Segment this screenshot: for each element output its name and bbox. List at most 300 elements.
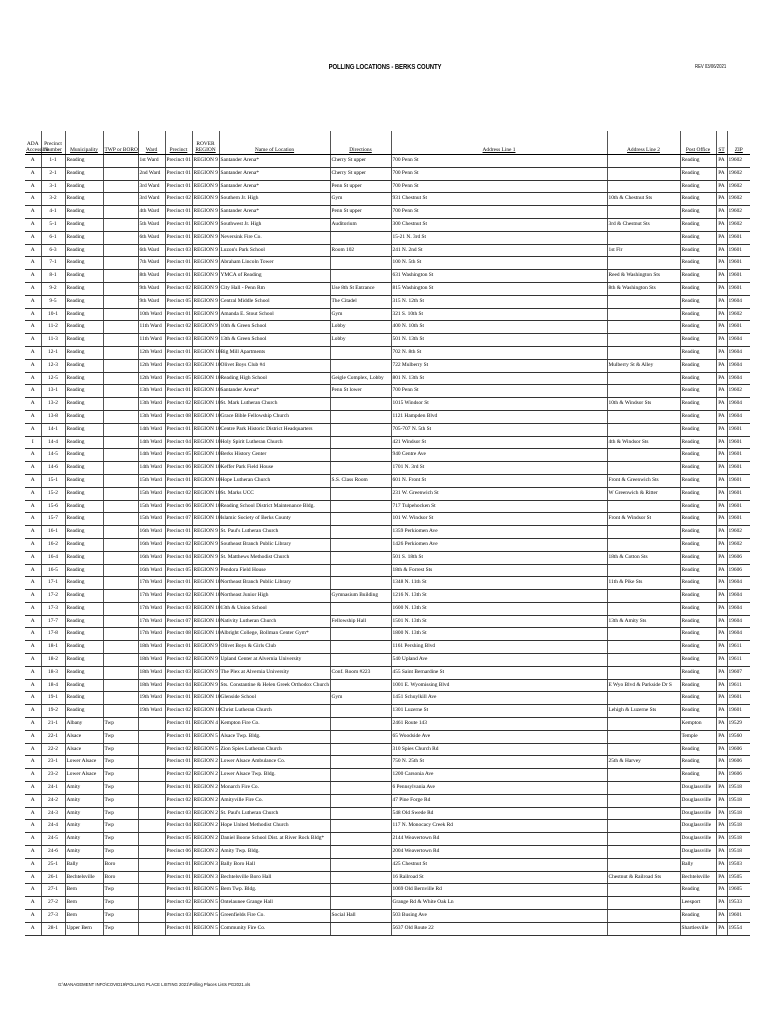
cell-rover-region: REGION 9 [192,167,219,180]
cell-rover-region: REGION 2 [192,846,219,859]
table-row [25,538,750,551]
cell-municipality: Reading [65,218,103,231]
cell-ada: A [25,385,41,398]
cell-post-office: Reading [680,180,716,193]
cell-ada: A [25,474,41,487]
cell-address2 [607,321,680,334]
cell-directions [330,654,391,667]
cell-precinct: Precinct 02 [165,538,192,551]
cell-post-office: Reading [680,410,716,423]
cell-rover-region: REGION 2 [192,756,219,769]
cell-precinct: Precinct 03 [165,666,192,679]
cell-precinct-number: 12-3 [41,359,65,372]
cell-precinct-number: 5-1 [41,218,65,231]
cell-ward: 13th Ward [138,410,165,423]
cell-precinct: Precinct 01 [165,730,192,743]
cell-st: PA [716,679,727,692]
cell-address2: E Wyo Blvd & Parkside Dr S [607,679,680,692]
polling-locations-table [25,131,750,936]
cell-precinct: Precinct 01 [165,641,192,654]
cell-municipality: Reading [65,334,103,347]
cell-ada: A [25,564,41,577]
cell-zip: 19601 [727,244,750,257]
cell-location: Lower Alsace Twp. Bldg. [219,769,330,782]
cell-precinct: Precinct 01 [165,346,192,359]
cell-ada: A [25,193,41,206]
cell-address2: 8th & Washington Sts [607,282,680,295]
cell-municipality: Reading [65,615,103,628]
cell-address2 [607,820,680,833]
cell-ward: 16th Ward [138,538,165,551]
cell-directions [330,410,391,423]
cell-address2 [607,897,680,910]
table-row [25,922,750,935]
cell-address1: 16 Railroad St [391,871,607,884]
cell-post-office: Reading [680,564,716,577]
cell-location: Christ Lutheran Church [219,705,330,718]
table-row [25,705,750,718]
cell-ada: A [25,692,41,705]
cell-post-office: Reading [680,282,716,295]
cell-ada: A [25,282,41,295]
cell-ward: 12th Ward [138,346,165,359]
cell-rover-region: REGION 9 [192,679,219,692]
cell-ada: A [25,654,41,667]
cell-post-office: Douglassville [680,794,716,807]
cell-zip: 19602 [727,155,750,168]
cell-ward: 3rd Ward [138,180,165,193]
cell-st: PA [716,782,727,795]
cell-directions [330,423,391,436]
cell-rover-region: REGION 9 [192,641,219,654]
cell-address1: 702 N. 8th St [391,346,607,359]
cell-twp-boro: Twp [103,820,138,833]
cell-precinct: Precinct 03 [165,602,192,615]
cell-rover-region: REGION 10 [192,385,219,398]
cell-address1: 631 Washington St [391,270,607,283]
cell-st: PA [716,628,727,641]
table-row [25,641,750,654]
table-row [25,385,750,398]
cell-twp-boro: Boro [103,871,138,884]
cell-zip: 19606 [727,564,750,577]
cell-precinct-number: 23-1 [41,756,65,769]
cell-rover-region: REGION 10 [192,705,219,718]
cell-address1: 315 N. 12th St [391,295,607,308]
cell-address1: 65 Woodside Ave [391,730,607,743]
cell-ward: 4th Ward [138,206,165,219]
cell-address2 [607,410,680,423]
cell-municipality: Reading [65,180,103,193]
cell-location: City Hall - Penn Rm [219,282,330,295]
cell-post-office: Reading [680,692,716,705]
cell-precinct-number: 15-7 [41,513,65,526]
cell-location: The Plex at Alvernia University [219,666,330,679]
table-row [25,602,750,615]
cell-municipality: Reading [65,295,103,308]
cell-zip: 19604 [727,410,750,423]
cell-precinct: Precinct 01 [165,155,192,168]
cell-ward: 14th Ward [138,423,165,436]
cell-address2: Front & Greenwich Sts [607,474,680,487]
cell-zip: 19602 [727,167,750,180]
cell-rover-region: REGION 9 [192,282,219,295]
table-row [25,372,750,385]
table-row [25,718,750,731]
cell-municipality: Reading [65,410,103,423]
cell-precinct-number: 19-1 [41,692,65,705]
table-row [25,743,750,756]
cell-ward [138,769,165,782]
cell-location: Olivet Boys & Girls Club [219,641,330,654]
cell-ada: A [25,372,41,385]
cell-precinct: Precinct 04 [165,551,192,564]
table-row [25,615,750,628]
cell-address1: 548 Old Swede Rd [391,807,607,820]
cell-st: PA [716,308,727,321]
cell-zip: 19601 [727,436,750,449]
cell-twp-boro: Twp [103,782,138,795]
cell-municipality: Reading [65,282,103,295]
cell-ada: A [25,270,41,283]
cell-st: PA [716,526,727,539]
col-header-st: ST [716,131,727,155]
cell-post-office: Reading [680,884,716,897]
cell-ada: A [25,487,41,500]
cell-location: Reading School District Maintenance Bldg. [219,500,330,513]
cell-zip: 19606 [727,551,750,564]
table-row [25,321,750,334]
cell-rover-region: REGION 10 [192,692,219,705]
cell-ada: A [25,922,41,935]
cell-twp-boro [103,282,138,295]
cell-twp-boro: Twp [103,833,138,846]
cell-address1: 455 Saint Bernardine St [391,666,607,679]
cell-ada: A [25,718,41,731]
cell-rover-region: REGION 10 [192,602,219,615]
cell-rover-region: REGION 10 [192,410,219,423]
cell-address1: 241 N. 2nd St [391,244,607,257]
table-row [25,858,750,871]
cell-municipality: Reading [65,398,103,411]
cell-twp-boro: Twp [103,884,138,897]
cell-precinct-number: 3-2 [41,193,65,206]
cell-municipality: Reading [65,487,103,500]
cell-address1: 940 Centre Ave [391,449,607,462]
cell-ward [138,794,165,807]
cell-zip: 19611 [727,641,750,654]
cell-municipality: Bern [65,910,103,923]
cell-municipality: Reading [65,500,103,513]
cell-twp-boro [103,666,138,679]
table-row [25,206,750,219]
cell-post-office: Reading [680,295,716,308]
cell-location: Daniel Boone School Dist. at River Rock Bldg* [219,833,330,846]
cell-ward: 1st Ward [138,155,165,168]
cell-ward: 8th Ward [138,270,165,283]
cell-post-office: Reading [680,206,716,219]
cell-rover-region: REGION 3 [192,871,219,884]
cell-zip: 19601 [727,449,750,462]
cell-post-office: Reading [680,423,716,436]
cell-directions: Gym [330,308,391,321]
cell-directions [330,705,391,718]
cell-precinct-number: 26-1 [41,871,65,884]
cell-location: St. Paul's Lutheran Church [219,526,330,539]
cell-ward: 18th Ward [138,679,165,692]
cell-ward: 6th Ward [138,231,165,244]
cell-post-office: Reading [680,679,716,692]
cell-post-office: Reading [680,257,716,270]
cell-directions: Penn St upper [330,180,391,193]
cell-zip: 19611 [727,679,750,692]
cell-municipality: Reading [65,372,103,385]
cell-precinct-number: 17-1 [41,577,65,590]
cell-municipality: Reading [65,526,103,539]
cell-twp-boro [103,577,138,590]
cell-directions [330,897,391,910]
cell-address1: 722 Mulberry St [391,359,607,372]
cell-precinct-number: 25-1 [41,858,65,871]
cell-twp-boro [103,244,138,257]
cell-rover-region: REGION 5 [192,743,219,756]
table-row [25,244,750,257]
cell-post-office: Reading [680,155,716,168]
cell-ward: 12th Ward [138,372,165,385]
cell-municipality: Amity [65,820,103,833]
cell-ada: A [25,743,41,756]
table-row [25,487,750,500]
cell-post-office: Reading [680,743,716,756]
cell-precinct: Precinct 03 [165,359,192,372]
cell-precinct-number: 22-2 [41,743,65,756]
cell-st: PA [716,295,727,308]
cell-ada: A [25,295,41,308]
cell-precinct: Precinct 05 [165,833,192,846]
cell-directions [330,756,391,769]
cell-ada: A [25,500,41,513]
cell-twp-boro [103,654,138,667]
cell-location: Northeast Branch Public Library [219,577,330,590]
cell-location: Santander Arena* [219,206,330,219]
cell-location: Grace Bible Fellowship Church [219,410,330,423]
cell-rover-region: REGION 10 [192,577,219,590]
table-row [25,884,750,897]
cell-post-office: Kempton [680,718,716,731]
cell-municipality: Reading [65,641,103,654]
cell-address1: 1600 N. 13th St [391,602,607,615]
table-row [25,474,750,487]
table-row [25,526,750,539]
cell-address2 [607,807,680,820]
cell-address1: 717 Tulpehocken St [391,500,607,513]
cell-address2 [607,295,680,308]
cell-precinct: Precinct 07 [165,615,192,628]
cell-twp-boro [103,295,138,308]
cell-location: Islamic Society of Berks County [219,513,330,526]
cell-twp-boro [103,206,138,219]
cell-directions [330,769,391,782]
cell-precinct: Precinct 02 [165,897,192,910]
cell-ada: A [25,231,41,244]
cell-directions [330,602,391,615]
table-row [25,807,750,820]
cell-address1: 47 Pine Forge Rd [391,794,607,807]
cell-zip: 19601 [727,282,750,295]
cell-address2 [607,180,680,193]
cell-ward: 6th Ward [138,244,165,257]
cell-ward: 15th Ward [138,500,165,513]
cell-municipality: Bechtelsville [65,871,103,884]
table-row [25,577,750,590]
cell-directions: Gym [330,692,391,705]
cell-zip: 19601 [727,513,750,526]
cell-precinct-number: 7-1 [41,257,65,270]
col-header-precinct: Precinct [165,131,192,155]
cell-directions: Cherry St upper [330,167,391,180]
cell-rover-region: REGION 10 [192,398,219,411]
cell-zip: 19601 [727,423,750,436]
cell-twp-boro [103,590,138,603]
cell-zip: 19604 [727,346,750,359]
cell-post-office: Reading [680,385,716,398]
cell-precinct-number: 6-3 [41,244,65,257]
cell-ada: A [25,846,41,859]
cell-precinct-number: 14-4 [41,436,65,449]
cell-twp-boro [103,321,138,334]
cell-twp-boro [103,193,138,206]
cell-zip: 19604 [727,615,750,628]
page-title: POLLING LOCATIONS - BERKS COUNTY [328,64,442,71]
cell-ada: A [25,218,41,231]
cell-rover-region: REGION 10 [192,474,219,487]
cell-precinct-number: 18-2 [41,654,65,667]
cell-ada: A [25,756,41,769]
cell-zip: 19601 [727,231,750,244]
col-header-directions: Directions [330,131,391,155]
cell-address2 [607,385,680,398]
cell-post-office: Reading [680,590,716,603]
cell-zip: 19503 [727,858,750,871]
cell-post-office: Temple [680,730,716,743]
cell-directions [330,257,391,270]
table-row [25,155,750,168]
cell-precinct-number: 14-5 [41,449,65,462]
cell-post-office: Bally [680,858,716,871]
cell-location: 13th & Union School [219,602,330,615]
cell-municipality: Reading [65,462,103,475]
cell-address1: 2004 Weavertown Rd [391,846,607,859]
cell-ward [138,730,165,743]
cell-rover-region: REGION 5 [192,897,219,910]
cell-location: Abraham Lincoln Tower [219,257,330,270]
cell-directions [330,641,391,654]
cell-precinct: Precinct 01 [165,782,192,795]
cell-st: PA [716,423,727,436]
cell-rover-region: REGION 10 [192,346,219,359]
cell-rover-region: REGION 9 [192,180,219,193]
cell-precinct-number: 2-1 [41,167,65,180]
cell-st: PA [716,500,727,513]
cell-precinct: Precinct 01 [165,858,192,871]
cell-post-office: Reading [680,398,716,411]
cell-ward: 18th Ward [138,641,165,654]
cell-address2 [607,257,680,270]
cell-post-office: Douglassville [680,846,716,859]
cell-municipality: Amity [65,846,103,859]
cell-directions: Fellowship Hall [330,615,391,628]
cell-municipality: Reading [65,321,103,334]
cell-address1: 1200 Carsonia Ave [391,769,607,782]
table-row [25,628,750,641]
cell-ward: 5th Ward [138,218,165,231]
cell-directions [330,462,391,475]
cell-ada: A [25,782,41,795]
cell-twp-boro [103,551,138,564]
cell-precinct-number: 9-5 [41,295,65,308]
table-row [25,513,750,526]
cell-st: PA [716,155,727,168]
cell-post-office: Reading [680,218,716,231]
cell-directions [330,500,391,513]
cell-st: PA [716,231,727,244]
cell-rover-region: REGION 2 [192,807,219,820]
cell-post-office: Reading [680,666,716,679]
cell-location: Reading High School [219,372,330,385]
cell-ada: A [25,423,41,436]
cell-zip: 19601 [727,474,750,487]
cell-municipality: Lower Alsace [65,756,103,769]
cell-directions [330,743,391,756]
cell-post-office: Reading [680,244,716,257]
cell-directions [330,270,391,283]
cell-rover-region: REGION 5 [192,922,219,935]
cell-twp-boro: Twp [103,807,138,820]
table-row [25,334,750,347]
cell-location: Santander Arena* [219,167,330,180]
cell-address2: Reed & Washington Sts [607,270,680,283]
cell-ada: I [25,436,41,449]
cell-municipality: Reading [65,257,103,270]
cell-ada: A [25,244,41,257]
cell-directions [330,398,391,411]
cell-address1: 1701 N. 3rd St [391,462,607,475]
cell-rover-region: REGION 9 [192,193,219,206]
cell-rover-region: REGION 10 [192,500,219,513]
cell-precinct-number: 18-4 [41,679,65,692]
cell-precinct-number: 24-1 [41,782,65,795]
table-row [25,231,750,244]
cell-address1: 300 Chestnut St [391,218,607,231]
cell-post-office: Reading [680,474,716,487]
cell-address2: 10th & Chestnut Sts [607,193,680,206]
cell-rover-region: REGION 10 [192,590,219,603]
cell-precinct-number: 1-1 [41,155,65,168]
cell-rover-region: REGION 10 [192,462,219,475]
table-row [25,218,750,231]
cell-post-office: Reading [680,628,716,641]
cell-location: Neversink Fire Co. [219,231,330,244]
cell-address2: Chestnut & Railroad Sts [607,871,680,884]
cell-precinct: Precinct 06 [165,500,192,513]
table-row [25,692,750,705]
cell-location: YMCA of Reading [219,270,330,283]
cell-directions: Lobby [330,321,391,334]
cell-post-office: Reading [680,334,716,347]
cell-ada: A [25,206,41,219]
cell-municipality: Reading [65,538,103,551]
cell-precinct: Precinct 01 [165,577,192,590]
